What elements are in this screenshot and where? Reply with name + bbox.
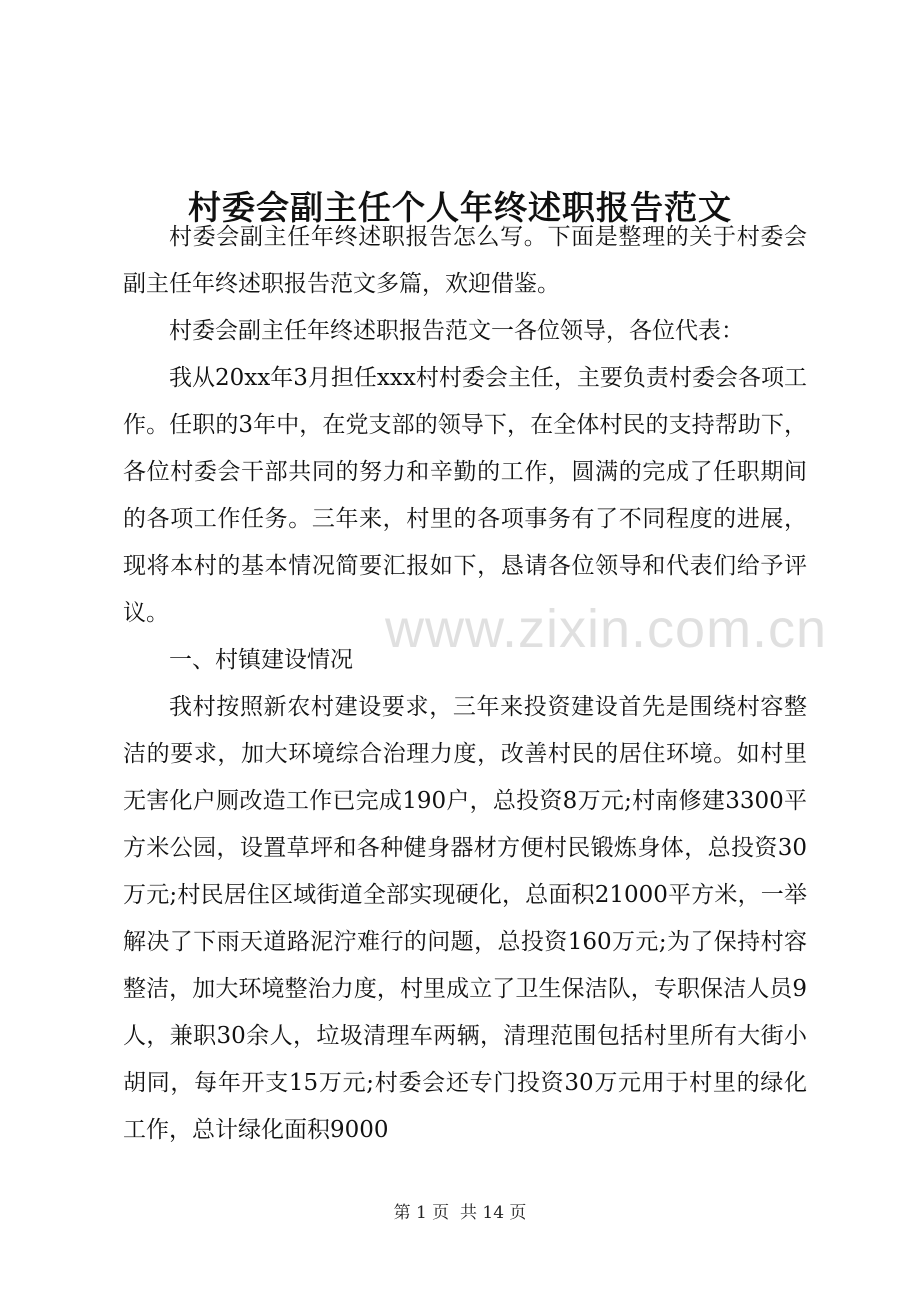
intro-paragraph: 村委会副主任年终述职报告怎么写。下面是整理的关于村委会副主任年终述职报告范文多篇，欢迎借鉴。 <box>123 224 807 297</box>
body-paragraph: 我村按照新农村建设要求，三年来投资建设首先是围绕村容整洁的要求，加大环境综合治理力度，改善村民的居住环境。如村里无害化户厕改造工作已完成190户，总投资8万元;村南修建3300平方米公园，设置草坪和各种健身器材方便村民锻炼身体，总投资30万元;村民居住区域街道全部实现硬化，总面积21000平方米，一举解决了下雨天道路泥泞难行的问题，总投资160万元;为了保持村容整洁，加大环境整治力度，村里成立了卫生保洁队，专职保洁人员9人，兼职30余人，垃圾清理车两辆，清理范围包括村里所有大街小胡同，每年开支15万元;村委会还专门投资30万元用于村里的绿化工作，总计绿化面积9000 <box>123 694 807 1143</box>
document-body <box>123 214 807 1154</box>
document-title: 村委会副主任个人年终述职报告范文 <box>188 188 732 228</box>
watermark: www.zixin.com.cn <box>385 599 828 659</box>
body-paragraph: 我从20xx年3月担任xxx村村委会主任，主要负责村委会各项工作。任职的3年中，在党支部的领导下，在全体村民的支持帮助下，各位村委会干部共同的努力和辛勤的工作，圆满的完成了任职期间的各项工作任务。三年来，村里的各项事务有了不同程度的进展，现将本村的基本情况简要汇报如下，恳请各位领导和代表们给予评议。 <box>123 365 807 626</box>
page-number: 第 1 页 共 14 页 <box>393 1203 527 1223</box>
page-footer <box>0 1198 920 1223</box>
salutation-paragraph: 村委会副主任年终述职报告范文一各位领导，各位代表： <box>169 318 744 344</box>
section-heading: 一、村镇建设情况 <box>169 647 353 673</box>
